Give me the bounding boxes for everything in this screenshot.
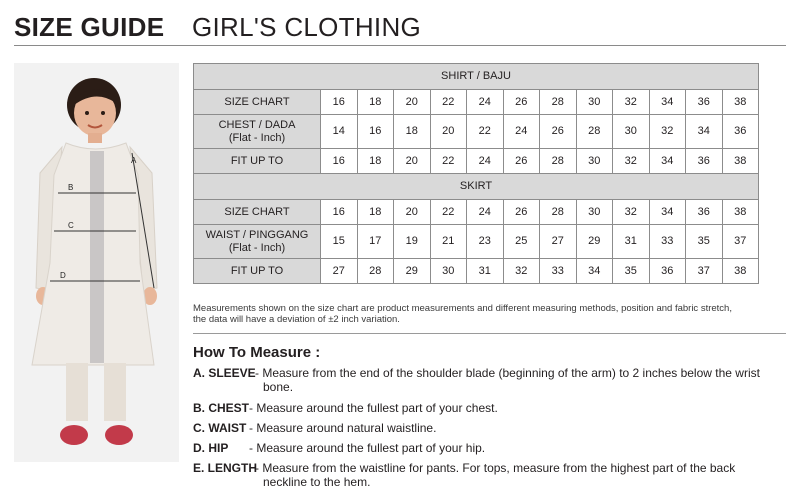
shirt-chest-row: [194, 115, 759, 149]
shirt-size-cell: 16: [321, 90, 358, 115]
measure-key: B. CHEST: [193, 401, 250, 415]
skirt-fit-label: FIT UP TO: [194, 259, 321, 284]
shirt-fit-row: [194, 149, 759, 174]
measure-text: [255, 366, 760, 394]
shirt-size-cell: 18: [357, 90, 394, 115]
shirt-chest-cell: 22: [467, 115, 504, 149]
skirt-size-cell: 24: [467, 200, 504, 225]
skirt-size-label: SIZE CHART: [194, 200, 321, 225]
section-divider: [193, 333, 786, 334]
skirt-fit-cell: 38: [722, 259, 759, 284]
skirt-size-cell: 30: [576, 200, 613, 225]
shirt-fit-cell: 38: [722, 149, 759, 174]
skirt-waist-cell: 23: [467, 225, 504, 259]
shirt-chest-cell: 28: [576, 115, 613, 149]
shirt-fit-cell: 30: [576, 149, 613, 174]
shirt-section-header: SHIRT / BAJU: [194, 64, 759, 90]
skirt-section-header: SKIRT: [194, 174, 759, 200]
skirt-size-cell: 28: [540, 200, 577, 225]
shirt-chest-cell: 16: [357, 115, 394, 149]
shirt-fit-cell: 28: [540, 149, 577, 174]
shirt-chest-cell: 30: [613, 115, 650, 149]
measure-key: A. SLEEVE: [193, 366, 256, 380]
shirt-chest-cell: 14: [321, 115, 358, 149]
skirt-waist-cell: 29: [576, 225, 613, 259]
skirt-fit-cell: 27: [321, 259, 358, 284]
shirt-fit-cell: 18: [357, 149, 394, 174]
skirt-fit-cell: 31: [467, 259, 504, 284]
skirt-size-row: [194, 200, 759, 225]
skirt-fit-row: [194, 259, 759, 284]
skirt-waist-label-unit: (Flat - Inch): [228, 241, 286, 254]
shirt-size-cell: 32: [613, 90, 650, 115]
shirt-fit-label: FIT UP TO: [194, 149, 321, 174]
page-subtitle: GIRL'S CLOTHING: [192, 12, 422, 42]
skirt-fit-cell: 32: [503, 259, 540, 284]
skirt-waist-cell: 33: [649, 225, 686, 259]
measure-key: D. HIP: [193, 441, 229, 455]
shirt-chest-cell: 18: [394, 115, 431, 149]
shirt-fit-cell: 34: [649, 149, 686, 174]
measure-key: C. WAIST: [193, 421, 247, 435]
skirt-waist-cell: 37: [722, 225, 759, 259]
shirt-size-cell: 28: [540, 90, 577, 115]
skirt-size-cell: 18: [357, 200, 394, 225]
measure-text: - Measure around natural waistline.: [249, 421, 437, 435]
measure-text-line: neckline to the hem.: [263, 475, 371, 489]
marker-d: D: [60, 271, 66, 280]
measure-text-line: - Measure from the end of the shoulder blade (beginning of the arm) to 2 inches below the wrist: [255, 366, 760, 380]
skirt-fit-cell: 37: [686, 259, 723, 284]
shirt-size-cell: 34: [649, 90, 686, 115]
skirt-size-cell: 34: [649, 200, 686, 225]
skirt-fit-cell: 35: [613, 259, 650, 284]
skirt-size-cell: 16: [321, 200, 358, 225]
marker-a: A: [131, 156, 137, 165]
marker-b: B: [68, 183, 74, 192]
skirt-size-cell: 38: [722, 200, 759, 225]
shirt-size-cell: 22: [430, 90, 467, 115]
shirt-size-cell: 20: [394, 90, 431, 115]
measure-text: - Measure around the fullest part of your hip.: [249, 441, 486, 455]
skirt-fit-cell: 28: [357, 259, 394, 284]
measure-text-line: bone.: [263, 380, 294, 394]
skirt-waist-label: [194, 225, 321, 259]
shirt-chest-cell: 20: [430, 115, 467, 149]
skirt-waist-label-main: WAIST / PINGGANG: [205, 228, 309, 241]
shirt-fit-cell: 32: [613, 149, 650, 174]
marker-c: C: [68, 221, 74, 230]
shirt-size-cell: 26: [503, 90, 540, 115]
shirt-fit-cell: 26: [503, 149, 540, 174]
disclaimer-line-2: the data will have a deviation of ±2 inch variation.: [193, 314, 400, 325]
child-illustration: [14, 63, 179, 462]
skirt-fit-cell: 36: [649, 259, 686, 284]
measure-text: [255, 461, 735, 489]
shirt-chest-label: [194, 115, 321, 149]
shirt-chest-label-unit: (Flat - Inch): [228, 131, 286, 144]
measure-key: E. LENGTH: [193, 461, 258, 475]
shirt-size-row: [194, 90, 759, 115]
shirt-fit-cell: 16: [321, 149, 358, 174]
shirt-chest-cell: 26: [540, 115, 577, 149]
skirt-fit-cell: 30: [430, 259, 467, 284]
skirt-size-cell: 26: [503, 200, 540, 225]
measure-text-line: - Measure from the waistline for pants. For tops, measure from the highest part of the back: [255, 461, 736, 475]
skirt-waist-cell: 25: [503, 225, 540, 259]
shirt-chest-label-main: CHEST / DADA: [218, 118, 296, 131]
skirt-fit-cell: 33: [540, 259, 577, 284]
shirt-size-cell: 24: [467, 90, 504, 115]
skirt-size-cell: 32: [613, 200, 650, 225]
skirt-size-cell: 22: [430, 200, 467, 225]
skirt-waist-cell: 27: [540, 225, 577, 259]
skirt-waist-cell: 15: [321, 225, 358, 259]
skirt-waist-cell: 19: [394, 225, 431, 259]
shirt-size-cell: 36: [686, 90, 723, 115]
header-divider: [14, 45, 786, 46]
measure-text: - Measure around the fullest part of your chest.: [249, 401, 498, 415]
skirt-size-cell: 36: [686, 200, 723, 225]
measurement-disclaimer: [193, 303, 773, 325]
size-chart-table: [193, 63, 759, 284]
shirt-chest-cell: 24: [503, 115, 540, 149]
shirt-chest-cell: 32: [649, 115, 686, 149]
page-title: SIZE GUIDE: [14, 12, 165, 42]
shirt-size-cell: 38: [722, 90, 759, 115]
skirt-waist-cell: 31: [613, 225, 650, 259]
skirt-fit-cell: 29: [394, 259, 431, 284]
skirt-waist-row: [194, 225, 759, 259]
skirt-waist-cell: 17: [357, 225, 394, 259]
skirt-fit-cell: 34: [576, 259, 613, 284]
shirt-chest-cell: 34: [686, 115, 723, 149]
shirt-fit-cell: 36: [686, 149, 723, 174]
disclaimer-line-1: Measurements shown on the size chart are product measurements and different measuring methods, position and fabric stretch,: [193, 303, 732, 314]
shirt-chest-cell: 36: [722, 115, 759, 149]
skirt-waist-cell: 35: [686, 225, 723, 259]
shirt-fit-cell: 24: [467, 149, 504, 174]
page-header: [14, 10, 786, 44]
skirt-waist-cell: 21: [430, 225, 467, 259]
shirt-fit-cell: 22: [430, 149, 467, 174]
shirt-size-cell: 30: [576, 90, 613, 115]
shirt-size-label: SIZE CHART: [194, 90, 321, 115]
shirt-fit-cell: 20: [394, 149, 431, 174]
model-photo: [14, 63, 179, 462]
skirt-size-cell: 20: [394, 200, 431, 225]
how-to-measure-title: How To Measure :: [193, 344, 321, 361]
